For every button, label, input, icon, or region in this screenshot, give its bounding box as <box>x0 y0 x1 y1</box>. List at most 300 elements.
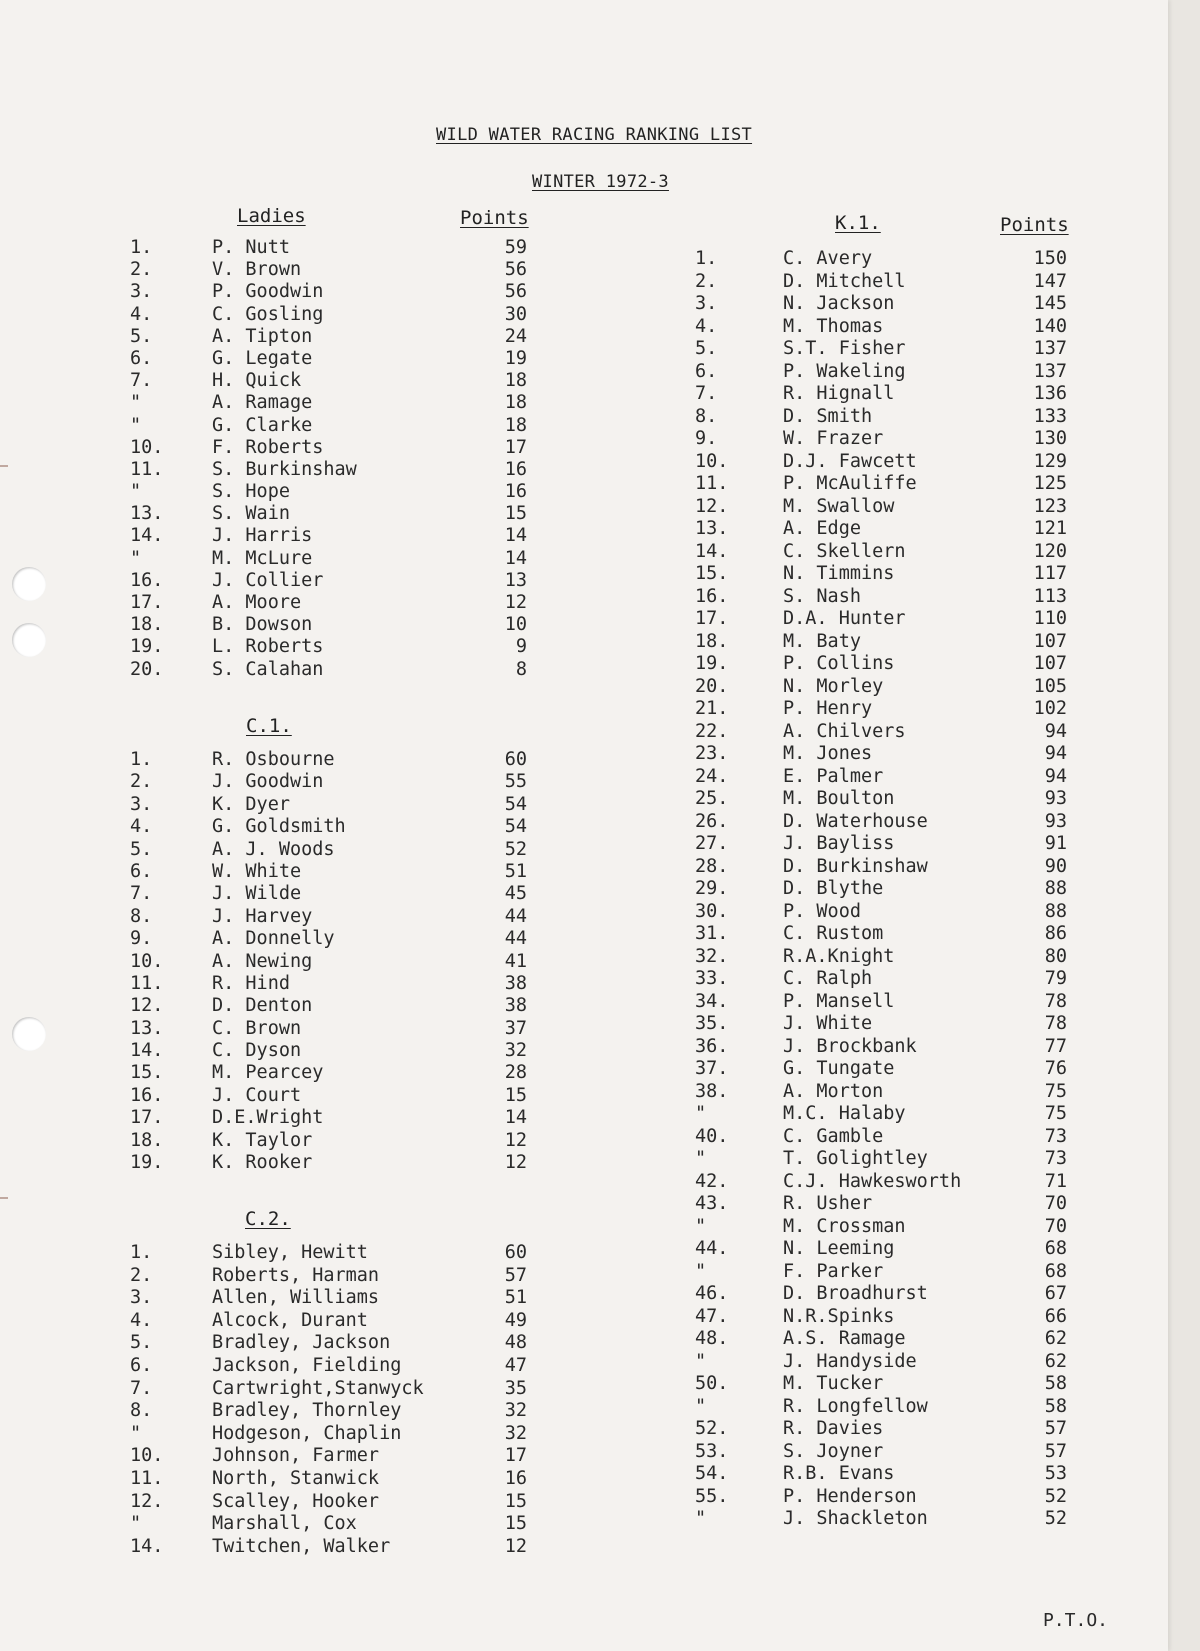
rank-cell: 2. <box>130 259 153 281</box>
points-cell: 12 <box>504 1152 527 1174</box>
name-cell: A. Morton <box>783 1080 884 1102</box>
name-cell: M. Thomas <box>783 315 884 337</box>
name-cell: J. Handyside <box>783 1350 917 1372</box>
name-cell: A. Ramage <box>212 392 313 414</box>
points-cell: 93 <box>1044 788 1067 809</box>
name-cell: Twitchen, Walker <box>212 1535 391 1557</box>
k1-row <box>695 721 1085 744</box>
name-cell: Roberts, Harman <box>212 1264 380 1286</box>
points-cell: 17 <box>504 1445 527 1467</box>
ladies-row <box>130 481 550 503</box>
c1-heading: C.1. <box>246 715 292 737</box>
ladies-row <box>130 659 550 681</box>
points-cell: 73 <box>1044 1148 1067 1169</box>
k1-row <box>695 1351 1085 1374</box>
points-cell: 57 <box>1044 1418 1067 1439</box>
name-cell: C.J. Hawkesworth <box>783 1170 962 1192</box>
name-cell: N.R.Spinks <box>783 1305 895 1327</box>
rank-cell: 19. <box>130 636 164 658</box>
name-cell: N. Leeming <box>783 1238 895 1259</box>
rank-cell: 19. <box>695 653 729 674</box>
k1-row <box>695 1463 1085 1486</box>
rank-cell: 3. <box>130 793 153 815</box>
rank-cell: 36. <box>695 1035 729 1057</box>
rank-cell: 26. <box>695 810 729 832</box>
points-cell: 19 <box>504 347 527 369</box>
points-cell: 117 <box>1033 563 1067 584</box>
points-cell: 107 <box>1033 630 1067 652</box>
name-cell: A. Moore <box>212 592 302 613</box>
k1-row <box>695 1013 1085 1036</box>
rank-cell: 3. <box>130 281 153 303</box>
points-cell: 86 <box>1044 923 1067 944</box>
points-cell: 8 <box>515 658 527 680</box>
points-cell: 18 <box>504 370 527 392</box>
ladies-points-heading: Points <box>460 207 529 229</box>
c2-row <box>130 1378 550 1401</box>
rank-cell: 15. <box>130 1062 164 1084</box>
rank-cell: 32. <box>695 945 729 967</box>
k1-row <box>695 338 1085 361</box>
name-cell: J. Goodwin <box>212 771 324 793</box>
name-cell: C. Rustom <box>783 923 884 944</box>
c1-ranking-list <box>130 749 550 1174</box>
points-cell: 52 <box>504 838 527 860</box>
rank-cell: 1. <box>695 248 718 269</box>
k1-row <box>695 1373 1085 1396</box>
points-cell: 123 <box>1033 495 1067 517</box>
rank-cell: 4. <box>130 816 153 838</box>
name-cell: P. Henry <box>783 698 873 719</box>
rank-cell: 16. <box>130 569 164 591</box>
points-cell: 78 <box>1044 1013 1067 1034</box>
name-cell: D.J. Fawcett <box>783 450 917 472</box>
punch-hole <box>12 1017 46 1051</box>
name-cell: R. Hignall <box>783 383 895 404</box>
rank-cell: 4. <box>130 1309 153 1331</box>
rank-cell: 22. <box>695 720 729 742</box>
c1-row <box>130 839 550 861</box>
k1-row <box>695 293 1085 316</box>
name-cell: S. Hope <box>212 481 290 503</box>
rank-cell: " <box>130 1422 142 1444</box>
page-footer: P.T.O. <box>1042 1610 1108 1631</box>
points-cell: 129 <box>1033 450 1067 472</box>
name-cell: S. Nash <box>783 585 861 607</box>
points-cell: 15 <box>504 1084 527 1106</box>
rank-cell: 5. <box>130 1332 153 1354</box>
ladies-row <box>130 503 550 525</box>
name-cell: A.S. Ramage <box>783 1328 906 1349</box>
name-cell: M. Boulton <box>783 788 895 809</box>
name-cell: D. Smith <box>783 405 873 427</box>
points-cell: 15 <box>504 503 527 525</box>
c2-row <box>130 1536 550 1559</box>
name-cell: P. Wood <box>783 900 861 922</box>
points-cell: 66 <box>1044 1305 1067 1327</box>
rank-cell: 6. <box>695 360 718 382</box>
c1-row <box>130 883 550 905</box>
points-cell: 32 <box>504 1040 527 1062</box>
rank-cell: 6. <box>130 347 153 369</box>
ladies-row <box>130 525 550 547</box>
rank-cell: " <box>130 481 142 503</box>
rank-cell: 48. <box>695 1328 729 1349</box>
name-cell: N. Morley <box>783 675 884 697</box>
points-cell: 56 <box>504 281 527 303</box>
rank-cell: 7. <box>130 883 153 905</box>
c2-ranking-list <box>130 1242 550 1558</box>
points-cell: 150 <box>1033 248 1067 269</box>
points-cell: 62 <box>1044 1328 1067 1349</box>
k1-row <box>695 1126 1085 1149</box>
points-cell: 41 <box>504 950 527 972</box>
points-cell: 137 <box>1033 360 1067 382</box>
rank-cell: 37. <box>695 1058 729 1079</box>
points-cell: 16 <box>504 481 527 503</box>
name-cell: R. Longfellow <box>783 1395 928 1417</box>
rank-cell: " <box>130 1513 142 1535</box>
name-cell: G. Clarke <box>212 414 313 436</box>
rank-cell: 7. <box>695 383 718 404</box>
points-cell: 71 <box>1044 1170 1067 1192</box>
c2-row <box>130 1400 550 1423</box>
name-cell: D. Blythe <box>783 878 884 899</box>
rank-cell: 19. <box>130 1152 164 1174</box>
name-cell: Hodgeson, Chaplin <box>212 1422 402 1444</box>
points-cell: 35 <box>504 1377 527 1399</box>
points-cell: 51 <box>504 860 527 882</box>
k1-row <box>695 1103 1085 1126</box>
k1-row <box>695 1486 1085 1509</box>
c2-row <box>130 1332 550 1355</box>
points-cell: 58 <box>1044 1373 1067 1394</box>
k1-row <box>695 1418 1085 1441</box>
points-cell: 14 <box>504 1107 527 1129</box>
points-cell: 15 <box>504 1490 527 1512</box>
name-cell: C. Gamble <box>783 1125 884 1147</box>
rank-cell: 12. <box>695 495 729 517</box>
points-cell: 78 <box>1044 990 1067 1012</box>
points-cell: 62 <box>1044 1350 1067 1372</box>
name-cell: D. Burkinshaw <box>783 855 928 877</box>
points-cell: 110 <box>1033 608 1067 629</box>
k1-row <box>695 788 1085 811</box>
k1-row <box>695 1193 1085 1216</box>
rank-cell: 53. <box>695 1440 729 1462</box>
points-cell: 94 <box>1044 720 1067 742</box>
k1-row <box>695 1508 1085 1531</box>
name-cell: Bradley, Thornley <box>212 1400 402 1422</box>
c2-row <box>130 1242 550 1265</box>
points-cell: 47 <box>504 1354 527 1376</box>
k1-row <box>695 653 1085 676</box>
k1-row <box>695 923 1085 946</box>
k1-row <box>695 743 1085 766</box>
k1-row <box>695 608 1085 631</box>
c1-row <box>130 749 550 771</box>
rank-cell: 20. <box>695 675 729 697</box>
points-cell: 75 <box>1044 1080 1067 1102</box>
k1-row <box>695 428 1085 451</box>
name-cell: A. J. Woods <box>212 838 335 860</box>
name-cell: J. Wilde <box>212 883 302 905</box>
rank-cell: 6. <box>130 860 153 882</box>
rank-cell: 9. <box>695 428 718 449</box>
name-cell: T. Golightley <box>783 1148 928 1169</box>
ladies-row <box>130 304 550 326</box>
points-cell: 30 <box>504 303 527 325</box>
name-cell: P. Mansell <box>783 990 895 1012</box>
points-cell: 125 <box>1033 473 1067 494</box>
name-cell: E. Palmer <box>783 765 884 787</box>
k1-row <box>695 631 1085 654</box>
points-cell: 10 <box>504 614 527 636</box>
name-cell: J. Brockbank <box>783 1035 917 1057</box>
k1-row <box>695 676 1085 699</box>
points-cell: 67 <box>1044 1283 1067 1304</box>
name-cell: Marshall, Cox <box>212 1513 357 1535</box>
rank-cell: " <box>130 547 142 569</box>
rank-cell: 18. <box>695 630 729 652</box>
name-cell: P. Wakeling <box>783 360 906 382</box>
points-cell: 38 <box>504 972 527 994</box>
name-cell: M. Jones <box>783 743 873 764</box>
c1-row <box>130 1018 550 1040</box>
points-cell: 52 <box>1044 1485 1067 1507</box>
rank-cell: 10. <box>130 436 164 458</box>
k1-heading: K.1. <box>835 212 881 234</box>
name-cell: C. Gosling <box>212 303 324 325</box>
rank-cell: 13. <box>130 503 164 525</box>
rank-cell: 16. <box>695 585 729 607</box>
rank-cell: " <box>695 1395 707 1417</box>
name-cell: Allen, Williams <box>212 1287 380 1309</box>
rank-cell: 10. <box>695 450 729 472</box>
points-cell: 70 <box>1044 1215 1067 1237</box>
points-cell: 14 <box>504 547 527 569</box>
points-cell: 57 <box>504 1264 527 1286</box>
rank-cell: 8. <box>130 1400 153 1422</box>
name-cell: W. Frazer <box>783 428 884 449</box>
name-cell: N. Timmins <box>783 563 895 584</box>
points-cell: 18 <box>504 414 527 436</box>
name-cell: G. Legate <box>212 347 313 369</box>
rank-cell: " <box>695 1215 707 1237</box>
rank-cell: 54. <box>695 1463 729 1484</box>
name-cell: J. White <box>783 1013 873 1034</box>
rank-cell: 7. <box>130 1377 153 1399</box>
k1-row <box>695 1396 1085 1419</box>
points-cell: 130 <box>1033 428 1067 449</box>
k1-row <box>695 248 1085 271</box>
name-cell: A. Newing <box>212 950 313 972</box>
rank-cell: 13. <box>695 518 729 539</box>
k1-row <box>695 766 1085 789</box>
rank-cell: 13. <box>130 1017 164 1039</box>
points-cell: 9 <box>515 636 527 658</box>
c2-row <box>130 1287 550 1310</box>
rank-cell: 40. <box>695 1125 729 1147</box>
points-cell: 107 <box>1033 653 1067 674</box>
name-cell: Alcock, Durant <box>212 1309 368 1331</box>
k1-row <box>695 1171 1085 1194</box>
points-cell: 75 <box>1044 1103 1067 1124</box>
name-cell: P. Henderson <box>783 1485 917 1507</box>
k1-row <box>695 1058 1085 1081</box>
ladies-row <box>130 281 550 303</box>
rank-cell: 44. <box>695 1238 729 1259</box>
k1-row <box>695 451 1085 474</box>
name-cell: P. Nutt <box>212 237 290 258</box>
name-cell: R. Hind <box>212 972 290 994</box>
rank-cell: 10. <box>130 950 164 972</box>
name-cell: R. Davies <box>783 1418 884 1439</box>
ladies-row <box>130 592 550 614</box>
ladies-ranking-list <box>130 237 550 681</box>
points-cell: 12 <box>504 1535 527 1557</box>
ladies-row <box>130 636 550 658</box>
rank-cell: " <box>695 1260 707 1282</box>
name-cell: Johnson, Farmer <box>212 1445 380 1467</box>
k1-row <box>695 361 1085 384</box>
name-cell: M. Pearcey <box>212 1062 324 1084</box>
points-cell: 55 <box>504 771 527 793</box>
rank-cell: 4. <box>695 315 718 337</box>
points-cell: 15 <box>504 1513 527 1535</box>
k1-row <box>695 1081 1085 1104</box>
rank-cell: 15. <box>695 563 729 584</box>
rank-cell: 7. <box>130 370 153 392</box>
points-cell: 60 <box>504 1242 527 1263</box>
c1-row <box>130 951 550 973</box>
points-cell: 49 <box>504 1309 527 1331</box>
name-cell: K. Taylor <box>212 1129 313 1151</box>
k1-row <box>695 541 1085 564</box>
ladies-row <box>130 459 550 481</box>
points-cell: 16 <box>504 1467 527 1489</box>
name-cell: M. Tucker <box>783 1373 884 1394</box>
rank-cell: 14. <box>130 525 164 547</box>
rank-cell: 5. <box>130 325 153 347</box>
c2-row <box>130 1423 550 1446</box>
rank-cell: 4. <box>130 303 153 325</box>
name-cell: J. Harvey <box>212 905 313 927</box>
c2-row <box>130 1310 550 1333</box>
rank-cell: 23. <box>695 743 729 764</box>
ladies-row <box>130 415 550 437</box>
rank-cell: 14. <box>130 1535 164 1557</box>
rank-cell: 1. <box>130 1242 153 1263</box>
rank-cell: 52. <box>695 1418 729 1439</box>
rank-cell: 6. <box>130 1354 153 1376</box>
points-cell: 37 <box>504 1017 527 1039</box>
rank-cell: 14. <box>695 540 729 562</box>
name-cell: D. Broadhurst <box>783 1283 928 1304</box>
k1-row <box>695 406 1085 429</box>
rank-cell: 16. <box>130 1084 164 1106</box>
c2-row <box>130 1468 550 1491</box>
points-cell: 91 <box>1044 833 1067 854</box>
name-cell: A. Donnelly <box>212 928 335 950</box>
rank-cell: 31. <box>695 923 729 944</box>
k1-row <box>695 496 1085 519</box>
binder-mark <box>0 465 8 467</box>
rank-cell: 3. <box>695 293 718 314</box>
points-cell: 14 <box>504 525 527 547</box>
name-cell: K. Rooker <box>212 1152 313 1174</box>
name-cell: G. Goldsmith <box>212 816 346 838</box>
name-cell: D.A. Hunter <box>783 608 906 629</box>
name-cell: R. Usher <box>783 1193 873 1214</box>
name-cell: B. Dowson <box>212 614 313 636</box>
k1-row <box>695 586 1085 609</box>
k1-row <box>695 563 1085 586</box>
points-cell: 133 <box>1033 405 1067 427</box>
rank-cell: 1. <box>130 749 153 770</box>
points-cell: 147 <box>1033 270 1067 292</box>
c1-row <box>130 1152 550 1174</box>
points-cell: 113 <box>1033 585 1067 607</box>
k1-row <box>695 991 1085 1014</box>
ladies-row <box>130 392 550 414</box>
c2-row <box>130 1513 550 1536</box>
k1-row <box>695 1441 1085 1464</box>
name-cell: S.T. Fisher <box>783 338 906 359</box>
points-cell: 54 <box>504 793 527 815</box>
points-cell: 105 <box>1033 675 1067 697</box>
points-cell: 121 <box>1033 518 1067 539</box>
rank-cell: " <box>695 1508 707 1529</box>
points-cell: 17 <box>504 436 527 458</box>
rank-cell: 25. <box>695 788 729 809</box>
points-cell: 73 <box>1044 1125 1067 1147</box>
points-cell: 44 <box>504 928 527 950</box>
rank-cell: 5. <box>130 838 153 860</box>
ladies-row <box>130 548 550 570</box>
ladies-row <box>130 348 550 370</box>
name-cell: D. Waterhouse <box>783 810 928 832</box>
rank-cell: 30. <box>695 900 729 922</box>
points-cell: 24 <box>504 325 527 347</box>
k1-row <box>695 878 1085 901</box>
k1-row <box>695 698 1085 721</box>
name-cell: M. McLure <box>212 547 313 569</box>
name-cell: C. Brown <box>212 1017 302 1039</box>
rank-cell: 50. <box>695 1373 729 1394</box>
document-title: WILD WATER RACING RANKING LIST <box>436 125 753 145</box>
name-cell: M. Baty <box>783 630 861 652</box>
points-cell: 56 <box>504 259 527 281</box>
rank-cell: " <box>695 1148 707 1169</box>
document-subtitle: WINTER 1972-3 <box>532 172 669 192</box>
rank-cell: 47. <box>695 1305 729 1327</box>
name-cell: Cartwright,Stanwyck <box>212 1377 424 1399</box>
name-cell: J. Court <box>212 1084 302 1106</box>
c2-row <box>130 1491 550 1514</box>
points-cell: 28 <box>504 1062 527 1084</box>
rank-cell: " <box>130 392 142 414</box>
rank-cell: 11. <box>695 473 729 494</box>
c2-row <box>130 1265 550 1288</box>
k1-ranking-list <box>695 248 1085 1531</box>
name-cell: N. Jackson <box>783 293 895 314</box>
k1-row <box>695 1216 1085 1239</box>
ladies-row <box>130 370 550 392</box>
points-cell: 94 <box>1044 765 1067 787</box>
name-cell: L. Roberts <box>212 636 324 658</box>
points-cell: 38 <box>504 995 527 1017</box>
